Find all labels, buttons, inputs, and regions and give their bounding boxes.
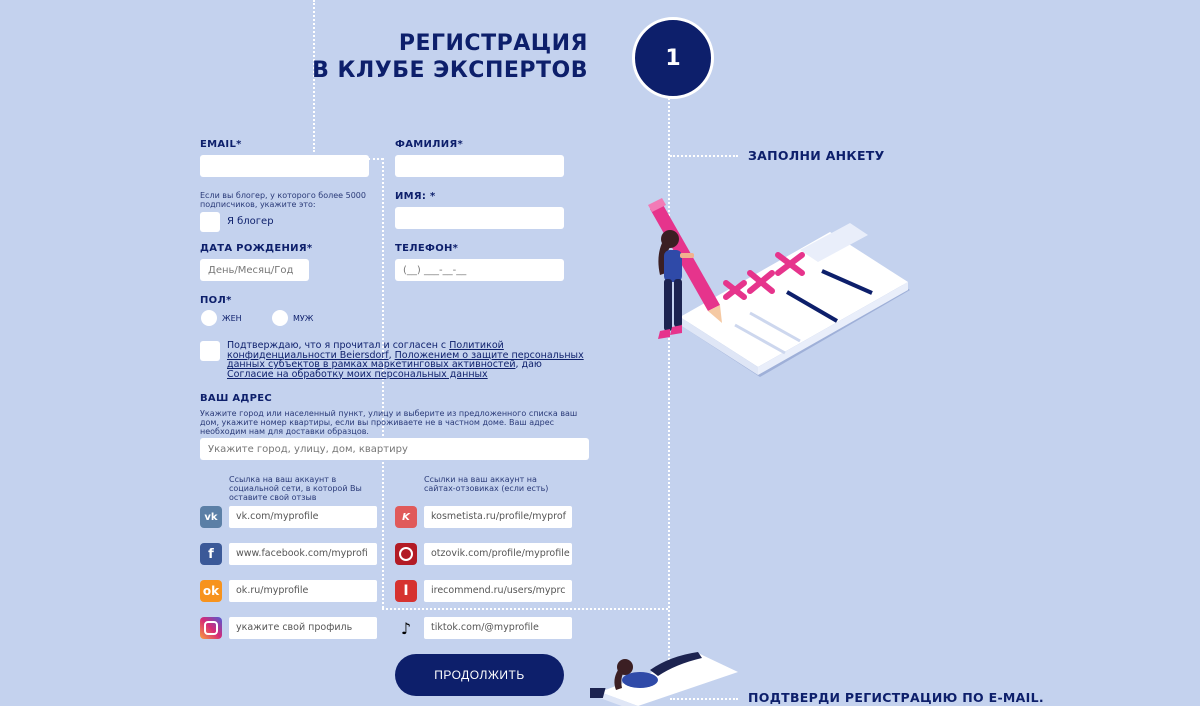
kosmetista-input[interactable]: kosmetista.ru/profile/myprof (424, 506, 572, 528)
social-hint: Ссылка на ваш аккаунт в социальной сети, в которой Вы оставите свой отзыв (229, 475, 362, 502)
step-number-badge: 1 (632, 17, 714, 99)
step-confirm-email-text: ПОДТВЕРДИ РЕГИСТРАЦИЮ ПО E-MAIL. (748, 690, 1044, 705)
consent-text-part2: , даю (515, 359, 542, 370)
gender-female-label: ЖЕН (222, 314, 242, 323)
kosmetista-icon: K (395, 506, 417, 528)
page-title (300, 30, 588, 84)
consent-text-part1: Подтверждаю, что я прочитал и согласен с (227, 340, 450, 351)
lastname-label: ФАМИЛИЯ* (395, 139, 463, 150)
email-input[interactable] (200, 155, 369, 177)
odnoklassniki-input[interactable]: ok.ru/myprofile (229, 580, 377, 602)
consent-text (227, 341, 587, 379)
address-hint: Укажите город или населенный пункт, улицу и выберите из предложенного списка ваш дом, укажите номер квартиры, если вы проживаете не в частном доме. Ваш адрес необходим нам для доставки образцов. (200, 409, 578, 436)
page-title-line2: В КЛУБЕ ЭКСПЕРТОВ (312, 58, 588, 83)
blogger-checkbox[interactable] (200, 212, 220, 232)
dotted-line-right (668, 95, 670, 695)
gender-male-label: МУЖ (293, 314, 314, 323)
name-label: ИМЯ: * (395, 191, 436, 202)
otzovik-icon (395, 543, 417, 565)
review-hint: Ссылки на ваш аккаунт на сайтах-отзовиках (если есть) (424, 475, 549, 493)
email-label: EMAIL* (200, 139, 242, 150)
continue-button[interactable]: ПРОДОЛЖИТЬ (395, 654, 564, 696)
dotted-line-bottom (382, 608, 668, 610)
instagram-input[interactable]: укажите свой профиль (229, 617, 377, 639)
step-fill-form-text: ЗАПОЛНИ АНКЕТУ (748, 148, 885, 163)
data-processing-consent-link[interactable]: Согласие на обработку моих персональных данных (227, 368, 488, 380)
irecommend-icon: I (395, 580, 417, 602)
odnoklassniki-icon: ok (200, 580, 222, 602)
dotted-line-fill-form (670, 155, 738, 157)
name-input[interactable] (395, 207, 564, 229)
consent-checkbox[interactable] (200, 341, 220, 361)
dotted-line-center (382, 158, 384, 608)
address-input[interactable] (200, 438, 589, 460)
email-illustration (590, 634, 740, 706)
data-protection-link[interactable]: Положением о защите персональных данных субъектов в рамках маркетинговых активностей (227, 349, 584, 370)
consent-separator: , (388, 349, 395, 361)
privacy-policy-link[interactable]: Политикой конфиденциальности Beiersdorf (227, 340, 504, 361)
irecommend-input[interactable]: irecommend.ru/users/myprc (424, 580, 572, 602)
address-label: ВАШ АДРЕС (200, 393, 273, 404)
birthdate-input[interactable] (200, 259, 309, 281)
tiktok-input[interactable]: tiktok.com/@myprofile (424, 617, 572, 639)
gender-male-radio[interactable] (272, 310, 288, 326)
gender-female-radio[interactable] (201, 310, 217, 326)
gender-label: ПОЛ* (200, 295, 232, 306)
page-title-line1: РЕГИСТРАЦИЯ (398, 31, 588, 56)
lastname-input[interactable] (395, 155, 564, 177)
phone-label: ТЕЛЕФОН* (395, 243, 459, 254)
birthdate-label: ДАТА РОЖДЕНИЯ* (200, 243, 313, 254)
vk-input[interactable]: vk.com/myprofile (229, 506, 377, 528)
facebook-icon: f (200, 543, 222, 565)
dotted-line-email (368, 158, 383, 160)
vk-icon: vk (200, 506, 222, 528)
instagram-icon (200, 617, 222, 639)
form-illustration (640, 195, 915, 390)
otzovik-input[interactable]: otzovik.com/profile/myprofile (424, 543, 572, 565)
facebook-input[interactable]: www.facebook.com/myprofi (229, 543, 377, 565)
blogger-label: Я блогер (227, 216, 274, 227)
phone-input[interactable] (395, 259, 564, 281)
tiktok-icon: ♪ (400, 618, 412, 638)
blogger-hint: Если вы блогер, у которого более 5000 подписчиков, укажите это: (200, 191, 366, 209)
